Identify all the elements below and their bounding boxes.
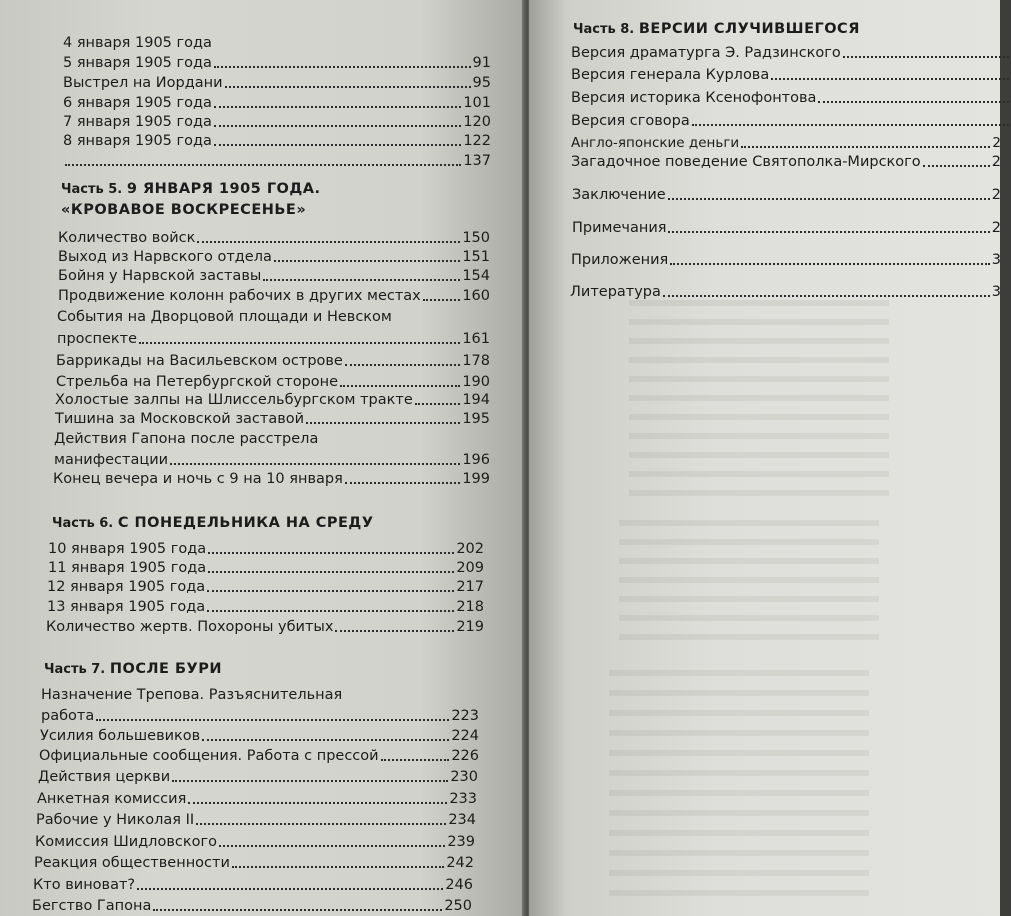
dot-leader — [197, 241, 460, 243]
toc-entry-page: 3 — [991, 252, 1001, 268]
toc-entry-title: Бегство Гапона — [32, 898, 152, 914]
toc-entry — [571, 66, 1011, 84]
toc-entry-page: 151 — [462, 249, 490, 265]
toc-entry-title: Версия историка Ксенофонтова — [571, 90, 817, 106]
toc-entry-title: 11 января 1905 года — [48, 560, 207, 576]
dot-leader — [208, 571, 454, 573]
toc-entry-page: 161 — [462, 331, 490, 347]
toc-entry-title: манифестации — [54, 452, 169, 468]
toc-entry — [40, 727, 479, 745]
dot-leader — [274, 260, 460, 262]
toc-entry-title: Конец вечера и ночь с 9 на 10 января — [53, 471, 343, 487]
dot-leader — [232, 866, 444, 868]
dot-leader — [415, 403, 461, 405]
toc-entry — [58, 287, 490, 305]
toc-entry — [63, 152, 491, 170]
toc-entry-page: 218 — [456, 599, 484, 615]
dot-leader — [214, 125, 461, 127]
part-number: Часть 5. — [61, 182, 123, 197]
toc-entry-page: 101 — [463, 95, 491, 111]
toc-entry — [58, 248, 490, 266]
toc-entry-page: 154 — [462, 268, 490, 284]
toc-entry — [571, 89, 1011, 107]
toc-entry-title: Действия церкви — [38, 769, 171, 785]
dot-leader — [306, 422, 460, 424]
dot-leader — [741, 146, 990, 148]
dot-leader — [153, 909, 442, 911]
dot-leader — [219, 845, 445, 847]
toc-entry-page: 91 — [472, 55, 491, 71]
toc-entry-page: 202 — [456, 541, 484, 557]
toc-entry-title: Версия драматурга Э. Радзинского — [571, 45, 841, 61]
toc-entry-title: Комиссия Шидловского — [35, 834, 217, 850]
toc-entry-title: Англо-японские деньги — [571, 135, 740, 151]
toc-entry-page: 122 — [463, 133, 491, 149]
toc-entry-title: Выход из Нарвского отдела — [58, 249, 272, 265]
toc-entry — [571, 153, 1001, 171]
toc-entry-title: Выстрел на Иордани — [63, 75, 223, 91]
part-title: ВЕРСИИ СЛУЧИВШЕГОСЯ — [638, 21, 860, 37]
toc-entry-title: Рабочие у Николая II — [36, 812, 195, 828]
toc-entry-page: 3 — [991, 284, 1001, 300]
toc-entry-page: 178 — [462, 353, 490, 369]
dot-leader — [214, 66, 471, 68]
toc-entry — [34, 854, 474, 872]
toc-entry — [58, 229, 490, 247]
dot-leader — [208, 552, 454, 554]
toc-entry-title: События на Дворцовой площади и Невском — [57, 309, 392, 325]
toc-entry — [41, 707, 479, 725]
toc-entry-title: работа — [41, 708, 95, 724]
dot-leader — [207, 610, 454, 612]
dot-leader — [263, 279, 460, 281]
show-through-shadow — [629, 300, 889, 500]
dot-leader — [196, 823, 446, 825]
dot-leader — [818, 101, 1009, 103]
toc-entry-title: Холостые залпы на Шлиссельбургском тракте — [55, 392, 413, 408]
toc-entry-page: 219 — [456, 619, 484, 635]
toc-entry — [32, 897, 472, 915]
part-title: «КРОВАВОЕ ВОСКРЕСЕНЬЕ» — [61, 202, 307, 218]
dot-leader — [345, 364, 460, 366]
toc-entry-title: Баррикады на Васильевском острове — [56, 353, 343, 369]
toc-entry-page: 160 — [462, 288, 490, 304]
toc-entry-title: Примечания — [572, 220, 667, 236]
toc-entry — [53, 470, 490, 488]
toc-entry — [55, 391, 490, 409]
toc-entry — [47, 598, 484, 616]
dot-leader — [65, 164, 461, 166]
part-number: Часть 6. — [52, 516, 114, 531]
toc-entry — [63, 94, 491, 112]
dot-leader — [214, 144, 461, 146]
toc-entry-page: 199 — [462, 471, 490, 487]
toc-entry-title: Анкетная комиссия — [37, 791, 187, 807]
toc-entry — [55, 410, 490, 428]
dot-leader — [207, 590, 454, 592]
toc-entry-title: 13 января 1905 года — [47, 599, 206, 615]
dot-leader — [340, 385, 460, 387]
toc-entry — [571, 251, 1001, 269]
toc-entry-title: 6 января 1905 года — [63, 95, 212, 111]
toc-entry — [47, 578, 484, 596]
dot-leader — [923, 165, 990, 167]
toc-entry-title: Бойня у Нарвской заставы — [58, 268, 262, 284]
dot-leader — [214, 106, 461, 108]
toc-entry — [571, 44, 1011, 62]
dot-leader — [335, 630, 454, 632]
toc-entry-title: 4 января 1905 года — [63, 35, 212, 51]
toc-entry-page: 137 — [463, 153, 491, 169]
dot-leader — [137, 888, 443, 890]
toc-entry-title: проспекте — [57, 331, 138, 347]
toc-entry-page: 194 — [462, 392, 490, 408]
toc-entry-page: 2 — [992, 135, 1001, 151]
toc-entry — [48, 540, 484, 558]
toc-entry-title: Продвижение колонн рабочих в других местах — [58, 288, 421, 304]
toc-entry — [63, 54, 491, 72]
toc-entry — [58, 267, 490, 285]
toc-entry-page: 234 — [448, 812, 476, 828]
toc-entry-page: 226 — [451, 748, 479, 764]
toc-entry-title: 12 января 1905 года — [47, 579, 206, 595]
toc-entry — [572, 219, 1001, 237]
part8-heading — [573, 19, 860, 40]
part-title: ПОСЛЕ БУРИ — [109, 661, 222, 677]
show-through-shadow — [619, 520, 879, 640]
toc-entry — [37, 790, 477, 808]
toc-entry-title: Стрельба на Петербургской стороне — [56, 374, 339, 390]
toc-entry-page: 246 — [445, 877, 473, 893]
toc-entry — [36, 811, 476, 829]
dot-leader — [170, 463, 460, 465]
toc-entry-title: 8 января 1905 года — [63, 133, 212, 149]
dot-leader — [771, 78, 1009, 80]
toc-entry — [571, 134, 1001, 152]
toc-entry — [63, 74, 491, 92]
toc-entry-title: Реакция общественности — [34, 855, 230, 871]
toc-entry-title: Заключение — [572, 187, 666, 203]
dot-leader — [381, 759, 450, 761]
show-through-shadow — [609, 670, 869, 900]
toc-entry-title: Назначение Трепова. Разъяснительная — [41, 687, 343, 703]
toc-entry — [56, 373, 490, 391]
toc-entry-title: Количество жертв. Похороны убитых — [46, 619, 334, 635]
toc-entry-title: Версия сговора — [571, 113, 690, 129]
toc-entry-title: Тишина за Московской заставой — [55, 411, 305, 427]
toc-entry-title: Усилия большевиков — [40, 728, 201, 744]
toc-entry-title: 10 января 1905 года — [48, 541, 207, 557]
toc-entry-page: 239 — [447, 834, 475, 850]
toc-entry — [63, 132, 491, 150]
part-title: 9 ЯНВАРЯ 1905 ГОДА. — [126, 181, 321, 197]
toc-entry — [33, 876, 473, 894]
toc-entry-page: 196 — [462, 452, 490, 468]
toc-entry — [54, 451, 490, 469]
toc-entry-page: 195 — [462, 411, 490, 427]
toc-entry — [63, 113, 491, 131]
part-title: С ПОНЕДЕЛЬНИКА НА СРЕДУ — [117, 515, 374, 531]
dot-leader — [668, 198, 990, 200]
toc-entry — [48, 559, 484, 577]
part5-heading — [61, 179, 321, 200]
toc-entry-page: 242 — [446, 855, 474, 871]
dot-leader — [96, 719, 449, 721]
part7-heading — [44, 659, 222, 680]
toc-entry — [63, 34, 271, 52]
dot-leader — [423, 299, 461, 301]
part6-heading — [52, 513, 374, 534]
toc-entry-page: 217 — [456, 579, 484, 595]
toc-entry-page: 230 — [450, 769, 478, 785]
part-number: Часть 8. — [573, 22, 635, 37]
part5-heading-line2 — [61, 200, 306, 220]
toc-entry — [57, 330, 490, 348]
toc-entry-page: 95 — [472, 75, 491, 91]
toc-entry-title: Приложения — [571, 252, 669, 268]
toc-entry-title: Количество войск — [58, 230, 196, 246]
dot-leader — [692, 124, 1009, 126]
toc-entry — [571, 112, 1011, 130]
dot-leader — [668, 231, 989, 233]
dot-leader — [663, 295, 990, 297]
toc-entry-title: Версия генерала Курлова — [571, 67, 770, 83]
toc-entry-page: 250 — [444, 898, 472, 914]
toc-entry-page: 233 — [449, 791, 477, 807]
dot-leader — [188, 802, 447, 804]
toc-entry — [39, 747, 479, 765]
dot-leader — [345, 482, 460, 484]
toc-entry-title: 5 января 1905 года — [63, 55, 212, 71]
dot-leader — [139, 342, 460, 344]
toc-entry-page: 2 — [991, 187, 1001, 203]
toc-entry-title: Загадочное поведение Святополка-Мирского — [571, 154, 921, 170]
toc-entry-title: Литература — [570, 284, 661, 300]
toc-entry — [56, 352, 490, 370]
toc-entry-title: Действия Гапона после расстрела — [54, 431, 319, 447]
toc-entry-page: 150 — [462, 230, 490, 246]
toc-entry-page: 2 — [991, 154, 1001, 170]
toc-entry-page: 223 — [451, 708, 479, 724]
toc-entry-title: 7 января 1905 года — [63, 114, 212, 130]
part-number: Часть 7. — [44, 662, 106, 677]
dot-leader — [843, 56, 1009, 58]
toc-entry-title: Кто виноват? — [33, 877, 136, 893]
dot-leader — [172, 780, 448, 782]
toc-entry — [46, 618, 484, 636]
dot-leader — [202, 739, 449, 741]
toc-entry-title: Официальные сообщения. Работа с прессой — [39, 748, 379, 764]
toc-entry-page: 190 — [462, 374, 490, 390]
toc-entry-page: 2 — [991, 220, 1001, 236]
toc-entry-page: 209 — [456, 560, 484, 576]
toc-entry — [570, 283, 1001, 301]
toc-entry-page: 224 — [451, 728, 479, 744]
toc-entry-page: 120 — [463, 114, 491, 130]
right-page — [529, 0, 1000, 916]
dot-leader — [670, 263, 989, 265]
dot-leader — [225, 86, 471, 88]
toc-entry — [38, 768, 478, 786]
toc-entry — [35, 833, 475, 851]
toc-entry — [572, 186, 1001, 204]
